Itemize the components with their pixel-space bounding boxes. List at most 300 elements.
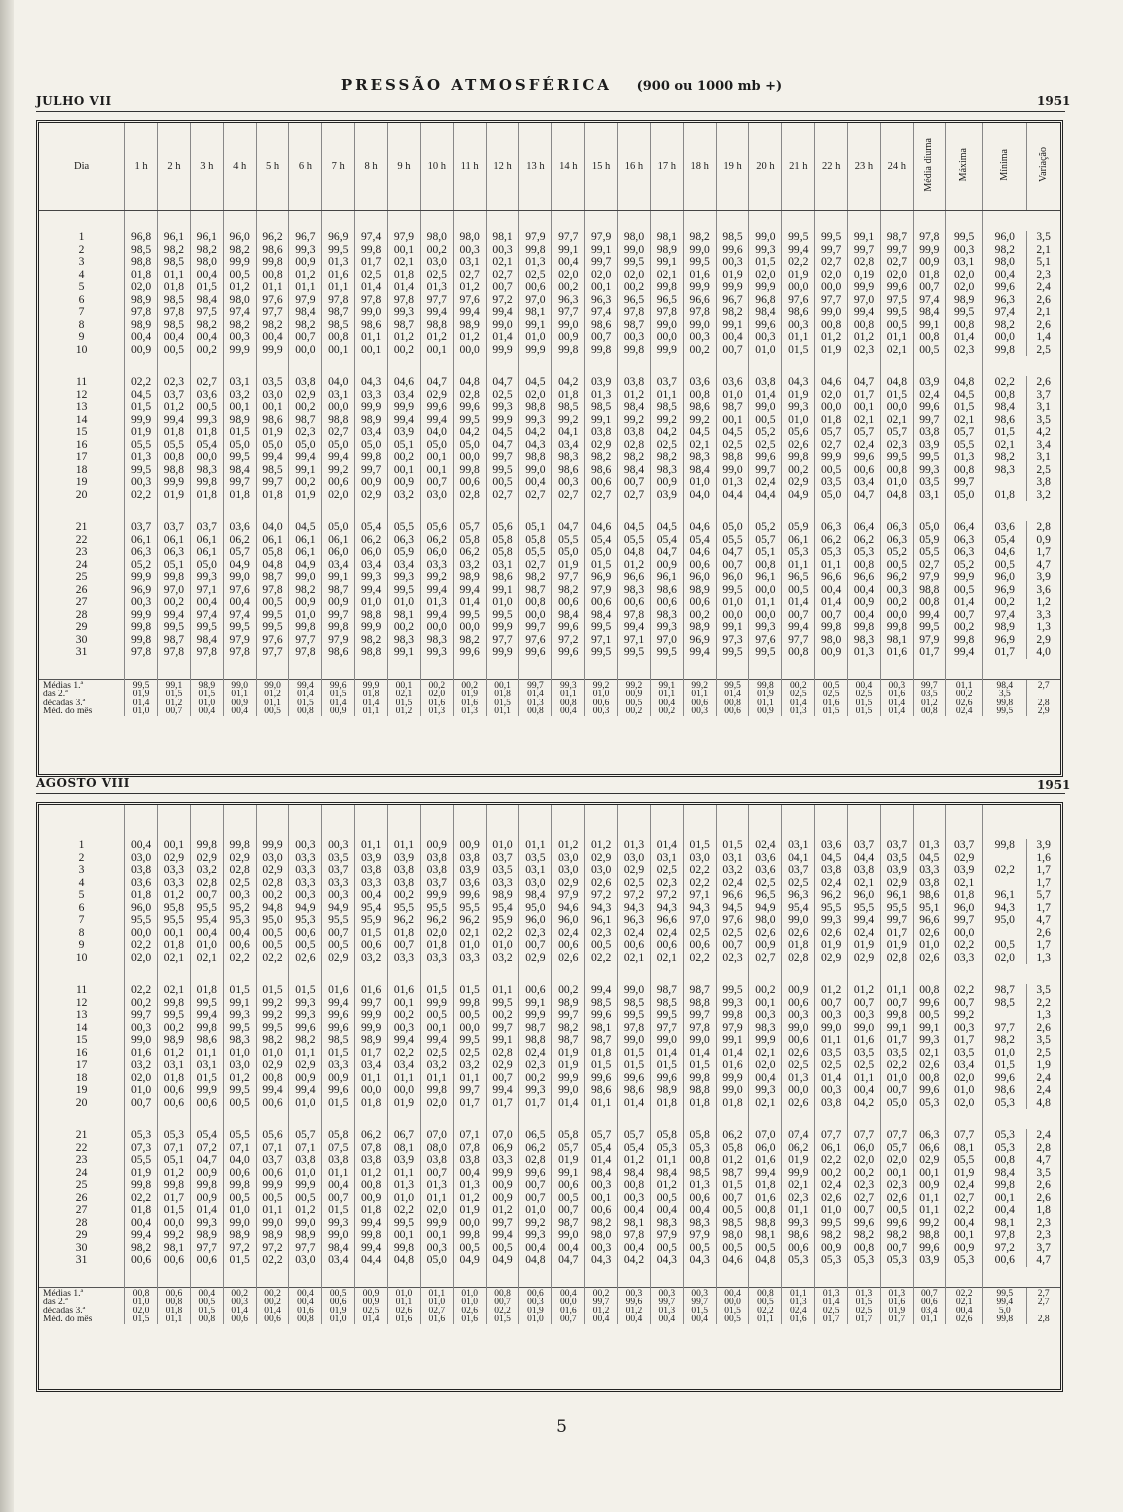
value-cell: 01,2 xyxy=(585,839,618,852)
table-row xyxy=(39,1192,1060,1205)
value-cell: 97,8 xyxy=(983,1229,1027,1242)
value-cell: 98,5 xyxy=(683,1167,716,1180)
value-cell: 4,0 xyxy=(1027,646,1060,659)
value-cell: 01,9 xyxy=(815,939,848,952)
value-cell: 98,8 xyxy=(322,414,355,427)
stat-value: 00,7 xyxy=(913,1287,945,1298)
value-cell: 3,1 xyxy=(1027,401,1060,414)
value-cell: 00,3 xyxy=(388,1022,421,1035)
table-row xyxy=(39,319,1060,332)
value-cell: 99,5 xyxy=(223,621,256,634)
value-cell: 00,4 xyxy=(618,1242,651,1255)
value-cell: 02,2 xyxy=(388,1204,421,1217)
value-cell: 00,9 xyxy=(420,839,453,852)
value-cell: 99,1 xyxy=(486,1034,519,1047)
value-cell: 97,9 xyxy=(716,1022,749,1035)
value-cell: 02,0 xyxy=(945,1097,982,1110)
stat-value: 99,4 xyxy=(289,679,322,690)
value-cell: 01,5 xyxy=(223,1254,256,1267)
value-cell: 99,6 xyxy=(913,401,945,414)
value-cell: 05,0 xyxy=(945,489,982,502)
value-cell: 00,5 xyxy=(420,1009,453,1022)
value-cell: 02,7 xyxy=(453,269,486,282)
table-row xyxy=(39,521,1060,534)
value-cell: 01,7 xyxy=(880,927,913,940)
value-cell: 03,2 xyxy=(486,952,519,965)
value-cell: 03,8 xyxy=(355,864,388,877)
value-cell: 02,2 xyxy=(815,1154,848,1167)
stat-value: 00,4 xyxy=(618,1315,651,1324)
value-cell: 00,5 xyxy=(223,1097,256,1110)
gap-cell xyxy=(749,211,782,232)
value-cell: 98,4 xyxy=(683,464,716,477)
table-row xyxy=(39,344,1060,357)
value-cell: 01,5 xyxy=(289,984,322,997)
value-cell: 02,7 xyxy=(880,256,913,269)
value-cell: 04,5 xyxy=(519,376,552,389)
gap-cell xyxy=(322,356,355,376)
gap-cell xyxy=(716,356,749,376)
value-cell: 97,2 xyxy=(585,889,618,902)
value-cell: 05,2 xyxy=(125,559,158,572)
stat-value: 99,6 xyxy=(322,679,355,690)
value-cell: 99,7 xyxy=(945,476,982,489)
value-cell: 00,4 xyxy=(848,1084,881,1097)
value-cell: 05,0 xyxy=(913,521,945,534)
value-cell: 98,4 xyxy=(552,609,585,622)
value-cell: 4,7 xyxy=(1027,1254,1060,1267)
gap-cell xyxy=(519,659,552,680)
decade-gap xyxy=(39,1109,1060,1129)
value-cell: 96,5 xyxy=(650,294,683,307)
gap-cell xyxy=(420,356,453,376)
value-cell: 02,4 xyxy=(716,877,749,890)
stat-value: 00,9 xyxy=(355,1287,388,1298)
value-cell: 02,4 xyxy=(749,839,782,852)
value-cell: 02,9 xyxy=(913,1154,945,1167)
value-cell: 97,2 xyxy=(618,889,651,902)
value-cell: 98,9 xyxy=(650,244,683,257)
value-cell: 97,9 xyxy=(519,231,552,244)
value-cell: 00,2 xyxy=(945,621,982,634)
value-cell: 01,0 xyxy=(983,1047,1027,1060)
value-cell: 97,2 xyxy=(552,634,585,647)
stat-value: 01,5 xyxy=(190,1307,223,1316)
value-cell: 02,5 xyxy=(716,927,749,940)
value-cell: 06,0 xyxy=(848,1142,881,1155)
value-cell: 99,2 xyxy=(618,414,651,427)
value-cell: 01,7 xyxy=(453,1097,486,1110)
stat-value: 02,6 xyxy=(945,1315,982,1324)
value-cell: 03,6 xyxy=(683,376,716,389)
value-cell: 99,6 xyxy=(322,1084,355,1097)
value-cell: 97,9 xyxy=(552,889,585,902)
value-cell: 02,9 xyxy=(848,952,881,965)
value-cell: 02,3 xyxy=(585,927,618,940)
stat-value: 00,2 xyxy=(945,690,982,699)
value-cell: 01,5 xyxy=(983,1059,1027,1072)
gap-cell xyxy=(913,819,945,839)
value-cell: 99,3 xyxy=(650,621,683,634)
value-cell: 03,2 xyxy=(125,1059,158,1072)
value-cell: 01,8 xyxy=(190,984,223,997)
value-cell: 1,9 xyxy=(1027,1059,1060,1072)
value-cell: 01,5 xyxy=(880,389,913,402)
gap-cell xyxy=(355,501,388,521)
value-cell: 07,4 xyxy=(782,1129,815,1142)
value-cell: 01,9 xyxy=(125,426,158,439)
value-cell: 02,0 xyxy=(585,269,618,282)
stat-value: 01,7 xyxy=(880,1315,913,1324)
value-cell: 00,0 xyxy=(519,609,552,622)
value-cell: 97,8 xyxy=(355,294,388,307)
value-cell: 05,5 xyxy=(913,546,945,559)
value-cell: 98,8 xyxy=(683,1084,716,1097)
header-rule-agosto xyxy=(36,793,1065,794)
value-cell: 00,2 xyxy=(158,1022,191,1035)
value-cell: 00,4 xyxy=(618,1204,651,1217)
table-row xyxy=(39,281,1060,294)
value-cell: 05,7 xyxy=(552,1142,585,1155)
table-row xyxy=(39,571,1060,584)
value-cell: 04,8 xyxy=(880,489,913,502)
value-cell: 04,4 xyxy=(716,489,749,502)
value-cell: 97,8 xyxy=(223,646,256,659)
value-cell: 07,1 xyxy=(256,1142,289,1155)
value-cell: 02,5 xyxy=(453,1047,486,1060)
value-cell: 99,0 xyxy=(782,1022,815,1035)
day-cell: 20 xyxy=(75,1096,88,1109)
gap-cell xyxy=(420,964,453,984)
value-cell: 01,0 xyxy=(388,596,421,609)
stat-value: 01,5 xyxy=(848,1298,881,1307)
value-cell: 98,6 xyxy=(322,646,355,659)
value-cell: 07,1 xyxy=(453,1129,486,1142)
value-cell: 99,9 xyxy=(749,1034,782,1047)
value-cell: 99,6 xyxy=(749,319,782,332)
value-cell: 99,0 xyxy=(815,1022,848,1035)
value-cell: 99,5 xyxy=(585,621,618,634)
value-cell: 1,7 xyxy=(1027,939,1060,952)
stat-value: 00,6 xyxy=(716,707,749,716)
stat-value: 01,2 xyxy=(618,1307,651,1316)
value-cell: 98,9 xyxy=(945,294,982,307)
day-cell: 17 xyxy=(75,1059,88,1072)
value-cell: 05,7 xyxy=(289,1129,322,1142)
value-cell: 02,7 xyxy=(322,426,355,439)
value-cell: 97,2 xyxy=(256,1242,289,1255)
value-cell: 98,8 xyxy=(749,1217,782,1230)
value-cell: 00,7 xyxy=(945,997,982,1010)
gap-cell xyxy=(190,1267,223,1288)
stat-value: 98,9 xyxy=(190,679,223,690)
column-header: 16 h xyxy=(618,123,651,211)
value-cell: 01,8 xyxy=(945,889,982,902)
stat-row xyxy=(39,1307,1060,1316)
value-cell: 02,8 xyxy=(190,877,223,890)
gap-cell xyxy=(913,211,945,232)
value-cell: 02,9 xyxy=(158,852,191,865)
gap-cell xyxy=(945,211,982,232)
value-cell: 05,0 xyxy=(190,559,223,572)
stat-value: 01,2 xyxy=(585,1307,618,1316)
value-cell: 2,3 xyxy=(1027,1229,1060,1242)
value-cell: 01,5 xyxy=(782,344,815,357)
value-cell: 00,0 xyxy=(420,621,453,634)
gap-cell xyxy=(650,356,683,376)
gap-cell xyxy=(125,659,158,680)
day-cell: 28 xyxy=(75,608,88,621)
decade-gap xyxy=(39,1267,1060,1288)
value-cell: 03,7 xyxy=(158,389,191,402)
value-cell: 98,4 xyxy=(749,306,782,319)
table-row xyxy=(39,1097,1060,1110)
stat-value: 01,9 xyxy=(453,690,486,699)
value-cell: 97,4 xyxy=(355,231,388,244)
value-cell: 3,5 xyxy=(1027,414,1060,427)
value-cell: 00,0 xyxy=(388,1084,421,1097)
value-cell: 03,6 xyxy=(125,877,158,890)
stat-value: 01,4 xyxy=(880,699,913,708)
table-row xyxy=(39,1217,1060,1230)
value-cell: 01,0 xyxy=(125,1084,158,1097)
value-cell: 06,0 xyxy=(749,1142,782,1155)
value-cell: 98,3 xyxy=(552,451,585,464)
value-cell: 97,4 xyxy=(223,609,256,622)
gap-cell xyxy=(913,1267,945,1288)
value-cell: 02,0 xyxy=(815,389,848,402)
value-cell: 99,2 xyxy=(650,414,683,427)
value-cell: 99,1 xyxy=(913,1022,945,1035)
value-cell: 94,3 xyxy=(983,902,1027,915)
gap-cell xyxy=(683,211,716,232)
value-cell: 96,3 xyxy=(552,294,585,307)
value-cell: 00,5 xyxy=(683,1242,716,1255)
value-cell: 02,8 xyxy=(880,952,913,965)
value-cell: 2,4 xyxy=(1027,1084,1060,1097)
value-cell: 03,9 xyxy=(650,489,683,502)
value-cell: 02,2 xyxy=(683,952,716,965)
value-cell: 99,9 xyxy=(552,1072,585,1085)
value-cell: 03,3 xyxy=(289,852,322,865)
value-cell: 97,4 xyxy=(223,306,256,319)
value-cell: 98,4 xyxy=(650,1167,683,1180)
stat-value: 99,1 xyxy=(158,679,191,690)
value-cell: 99,5 xyxy=(486,609,519,622)
value-cell: 00,5 xyxy=(749,414,782,427)
value-cell: 01,0 xyxy=(519,1204,552,1217)
value-cell: 00,3 xyxy=(880,584,913,597)
value-cell: 98,4 xyxy=(322,1242,355,1255)
value-cell: 98,7 xyxy=(618,319,651,332)
value-cell: 03,3 xyxy=(388,952,421,965)
value-cell: 05,7 xyxy=(618,1129,651,1142)
column-header xyxy=(983,123,1027,211)
value-cell: 99,4 xyxy=(420,584,453,597)
value-cell: 99,4 xyxy=(782,621,815,634)
stat-value: 00,6 xyxy=(223,1315,256,1324)
value-cell: 07,3 xyxy=(125,1142,158,1155)
value-cell: 01,1 xyxy=(388,1167,421,1180)
value-cell: 99,8 xyxy=(355,244,388,257)
column-header: 22 h xyxy=(815,123,848,211)
value-cell: 99,4 xyxy=(420,1034,453,1047)
value-cell: 02,5 xyxy=(519,269,552,282)
table-row xyxy=(39,596,1060,609)
value-cell: 06,2 xyxy=(355,534,388,547)
value-cell: 03,0 xyxy=(618,852,651,865)
spacer-cell xyxy=(848,805,881,819)
value-cell: 99,6 xyxy=(453,401,486,414)
value-cell: 97,6 xyxy=(519,634,552,647)
gap-cell xyxy=(585,964,618,984)
stat-value: 02,6 xyxy=(388,1307,421,1316)
value-cell: 00,7 xyxy=(125,1097,158,1110)
value-cell: 98,3 xyxy=(749,1022,782,1035)
stat-value: 00,6 xyxy=(158,1287,191,1298)
spacer-cell xyxy=(223,805,256,819)
value-cell: 99,1 xyxy=(650,256,683,269)
stat-value: 01,6 xyxy=(420,699,453,708)
value-cell: 03,8 xyxy=(355,1154,388,1167)
value-cell: 00,5 xyxy=(716,1242,749,1255)
stat-value: 01,0 xyxy=(585,690,618,699)
gap-cell xyxy=(716,659,749,680)
value-cell: 02,5 xyxy=(650,864,683,877)
day-cell: 15 xyxy=(75,426,88,439)
value-cell: 3,9 xyxy=(1027,571,1060,584)
gap-cell xyxy=(618,501,651,521)
value-cell: 02,0 xyxy=(420,927,453,940)
value-cell: 01,5 xyxy=(125,401,158,414)
value-cell: 01,6 xyxy=(880,646,913,659)
value-cell: 04,2 xyxy=(453,426,486,439)
value-cell: 03,3 xyxy=(945,952,982,965)
value-cell: 96,1 xyxy=(983,889,1027,902)
value-cell: 07,1 xyxy=(158,1142,191,1155)
gap-cell xyxy=(256,659,289,680)
value-cell: 03,5 xyxy=(945,1047,982,1060)
stat-value: 99,0 xyxy=(256,679,289,690)
stat-value: 2,7 xyxy=(1027,1287,1060,1298)
value-cell: 02,0 xyxy=(552,269,585,282)
value-cell: 97,8 xyxy=(618,609,651,622)
value-cell: 99,4 xyxy=(782,244,815,257)
value-cell: 02,9 xyxy=(289,1059,322,1072)
value-cell: 01,1 xyxy=(880,331,913,344)
gap-cell xyxy=(223,356,256,376)
value-cell: 06,1 xyxy=(289,534,322,547)
value-cell: 00,3 xyxy=(585,1242,618,1255)
value-cell: 99,9 xyxy=(519,344,552,357)
value-cell: 1,8 xyxy=(1027,1204,1060,1217)
value-cell: 02,6 xyxy=(749,927,782,940)
value-cell: 99,4 xyxy=(289,451,322,464)
day-cell: 14 xyxy=(75,1021,88,1034)
table-row xyxy=(39,952,1060,965)
value-cell: 01,0 xyxy=(355,596,388,609)
stat-value: 00,8 xyxy=(158,1298,191,1307)
value-cell: 99,9 xyxy=(355,1009,388,1022)
value-cell: 95,9 xyxy=(486,914,519,927)
value-cell: 99,1 xyxy=(585,244,618,257)
value-cell: 99,8 xyxy=(125,621,158,634)
value-cell: 03,1 xyxy=(913,489,945,502)
value-cell: 98,1 xyxy=(618,1217,651,1230)
value-cell: 00,7 xyxy=(420,476,453,489)
stat-value: 02,5 xyxy=(848,1307,881,1316)
value-cell: 01,5 xyxy=(716,1179,749,1192)
value-cell: 1,2 xyxy=(1027,596,1060,609)
value-cell: 03,3 xyxy=(289,864,322,877)
value-cell: 00,9 xyxy=(486,1179,519,1192)
value-cell: 00,1 xyxy=(945,1229,982,1242)
value-cell: 5,7 xyxy=(1027,889,1060,902)
value-cell: 98,5 xyxy=(716,1217,749,1230)
value-cell: 00,3 xyxy=(683,331,716,344)
value-cell: 98,7 xyxy=(983,984,1027,997)
stat-value: 01,4 xyxy=(223,1307,256,1316)
value-cell: 01,2 xyxy=(486,1204,519,1217)
stat-label: das 2.ª xyxy=(43,1298,68,1307)
value-cell: 05,7 xyxy=(749,534,782,547)
value-cell: 95,5 xyxy=(388,902,421,915)
stat-value: 01,3 xyxy=(815,1287,848,1298)
value-cell: 01,9 xyxy=(552,1154,585,1167)
value-cell: 03,3 xyxy=(322,877,355,890)
value-cell: 99,4 xyxy=(256,1084,289,1097)
table-row xyxy=(39,609,1060,622)
spacer-cell xyxy=(486,805,519,819)
value-cell: 03,8 xyxy=(815,1097,848,1110)
gap-cell xyxy=(158,659,191,680)
value-cell: 01,4 xyxy=(486,331,519,344)
value-cell: 00,8 xyxy=(618,1179,651,1192)
stat-value: 01,4 xyxy=(256,1307,289,1316)
value-cell: 01,0 xyxy=(683,476,716,489)
value-cell: 96,9 xyxy=(322,231,355,244)
value-cell: 99,4 xyxy=(683,646,716,659)
gap-cell xyxy=(913,501,945,521)
stat-value: 01,1 xyxy=(749,699,782,708)
value-cell: 02,7 xyxy=(815,439,848,452)
gap-cell xyxy=(782,211,815,232)
value-cell: 01,3 xyxy=(716,476,749,489)
value-cell: 99,5 xyxy=(618,646,651,659)
value-cell: 98,3 xyxy=(650,464,683,477)
stat-value: 01,4 xyxy=(782,699,815,708)
gap-cell xyxy=(420,1267,453,1288)
column-header: 3 h xyxy=(190,123,223,211)
value-cell: 96,0 xyxy=(716,571,749,584)
value-cell: 98,9 xyxy=(158,1034,191,1047)
value-cell: 06,2 xyxy=(815,534,848,547)
value-cell: 00,7 xyxy=(190,889,223,902)
gap-cell xyxy=(420,211,453,232)
value-cell: 02,5 xyxy=(420,269,453,282)
gap-cell xyxy=(683,1267,716,1288)
value-cell: 04,5 xyxy=(125,389,158,402)
top-spacer xyxy=(39,805,1060,819)
value-cell: 00,7 xyxy=(848,1204,881,1217)
stat-value: 01,8 xyxy=(158,1307,191,1316)
value-cell: 99,9 xyxy=(289,1179,322,1192)
stat-value: 01,0 xyxy=(453,1298,486,1307)
value-cell: 99,5 xyxy=(190,621,223,634)
value-cell: 99,6 xyxy=(913,997,945,1010)
stat-value: 00,5 xyxy=(815,679,848,690)
value-cell: 98,8 xyxy=(420,319,453,332)
